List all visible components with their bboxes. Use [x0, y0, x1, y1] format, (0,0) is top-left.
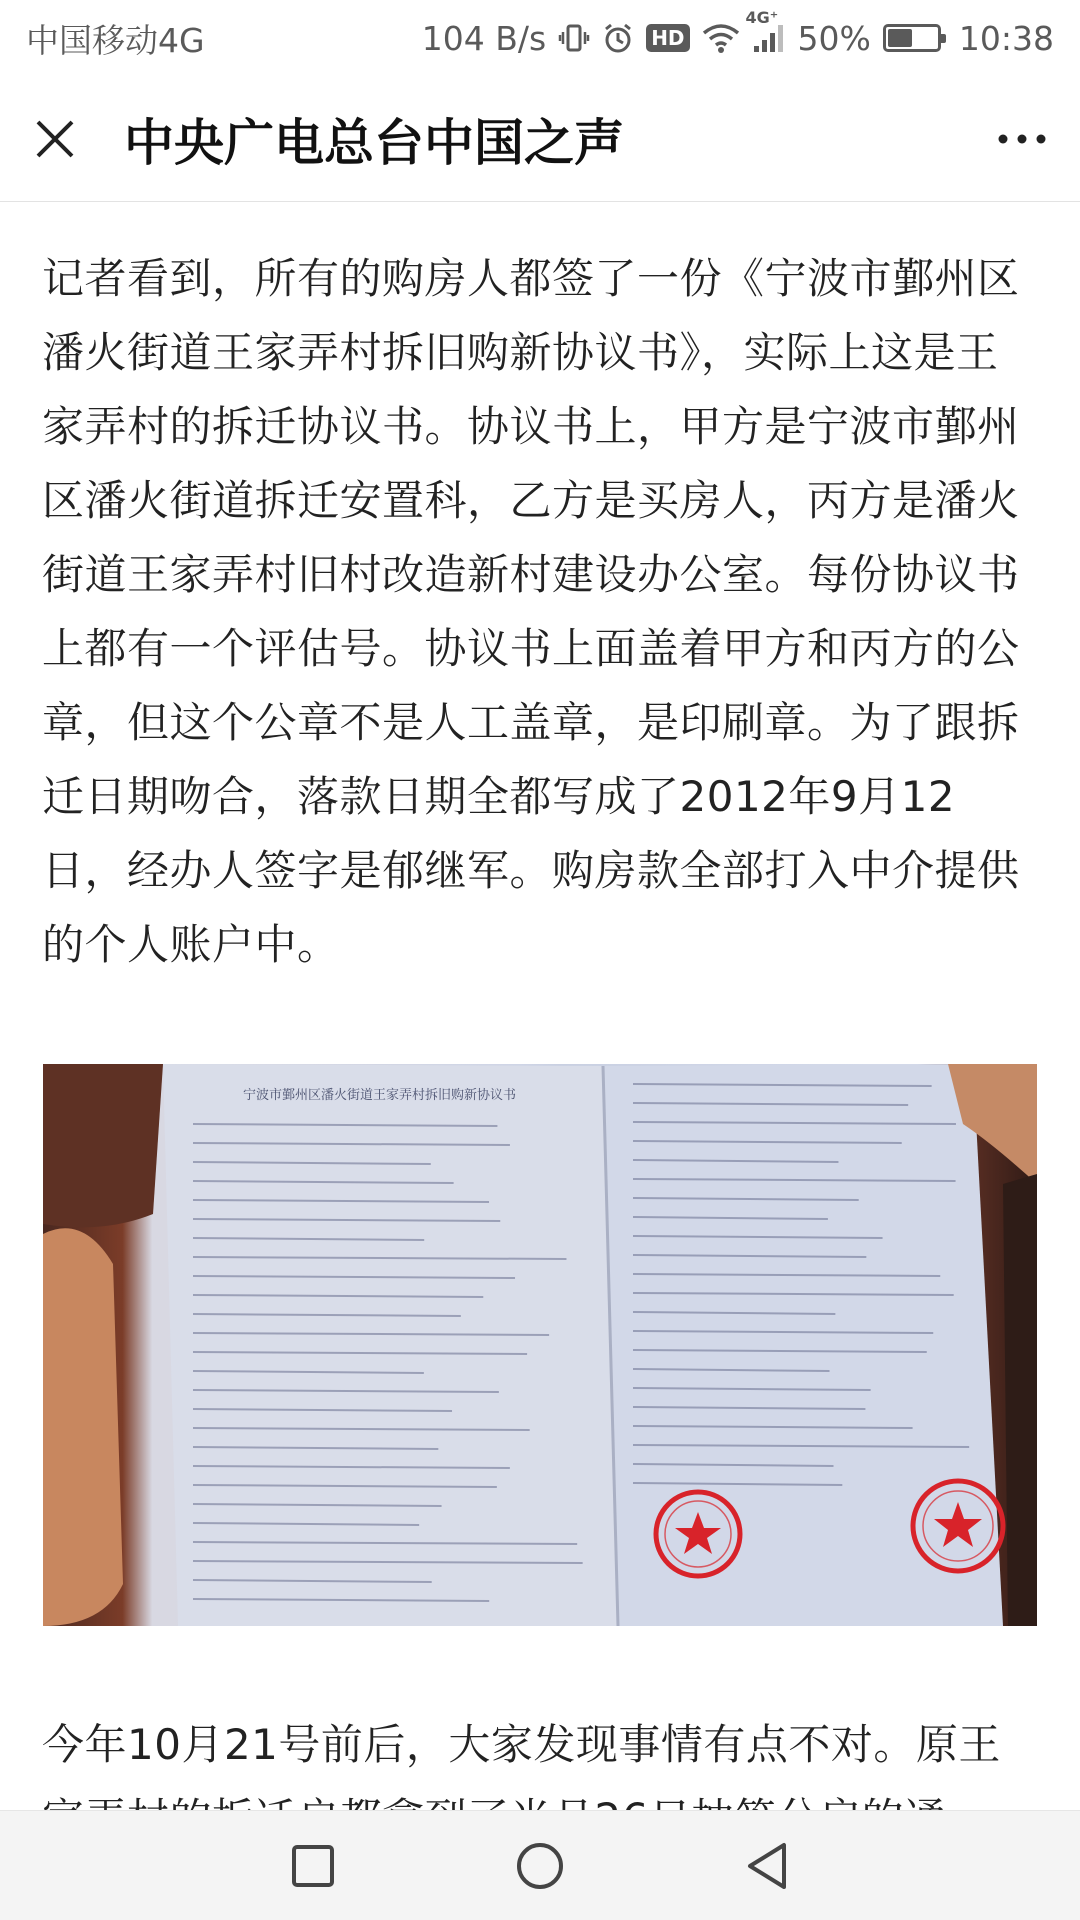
clock: 10:38 [958, 18, 1054, 58]
close-icon [35, 119, 75, 159]
page-title: 中央广电总台中国之声 [124, 113, 624, 172]
cellular-signal-icon [745, 8, 786, 54]
battery-percent: 50% [797, 18, 871, 58]
alarm-icon [602, 22, 634, 54]
circle-icon [515, 1841, 565, 1891]
back-triangle-icon [744, 1841, 790, 1891]
agreement-document-image [43, 1064, 1037, 1626]
net-speed: 104 B/s [421, 18, 547, 58]
article-content[interactable] [0, 202, 1080, 1810]
article-paragraph: 记者看到，所有的购房人都签了一份《宁波市鄞州区潘火街道王家弄村拆旧购新协议书》，实际上这是王家弄村的拆迁协议书。协议书上，甲方是宁波市鄞州区潘火街道拆迁安置科，乙方是买房人，丙方是潘火街道王家弄村旧村改造新村建设办公室。每份协议书上都有一个评估号。协议书上面盖着甲方和丙方的公章，但这个公章不是人工盖章，是印刷章。为了跟拆迁日期吻合，落款日期全都写成了2012年9月12日，经办人签字是郁继军。购房款全部打入中介提供的个人账户中。 [42, 254, 1020, 969]
network-type-label: 4G⁺ [745, 8, 779, 27]
article-paragraph: 今年10月21号前后，大家发现事情有点不对。原王 [42, 1720, 1001, 1769]
hd-voice-icon: HD [646, 24, 689, 52]
status-indicators [421, 8, 1054, 58]
article-photo[interactable] [43, 1064, 1037, 1626]
system-navigation-bar [0, 1810, 1080, 1920]
carrier-label: 中国移动4G [26, 20, 205, 60]
more-icon [997, 133, 1047, 145]
wifi-icon [702, 22, 740, 54]
recent-apps-button[interactable] [283, 1836, 343, 1896]
more-options-button[interactable] [992, 116, 1052, 162]
photo-document-title: 宁波市鄞州区潘火街道王家弄村拆旧购新协议书 [243, 1088, 517, 1103]
back-button[interactable] [737, 1836, 797, 1896]
home-button[interactable] [510, 1836, 570, 1896]
vibrate-icon [558, 22, 590, 54]
status-bar [0, 0, 1080, 76]
title-bar [0, 76, 1080, 202]
battery-icon [883, 24, 941, 52]
close-button[interactable] [32, 116, 78, 162]
square-icon [290, 1843, 336, 1889]
